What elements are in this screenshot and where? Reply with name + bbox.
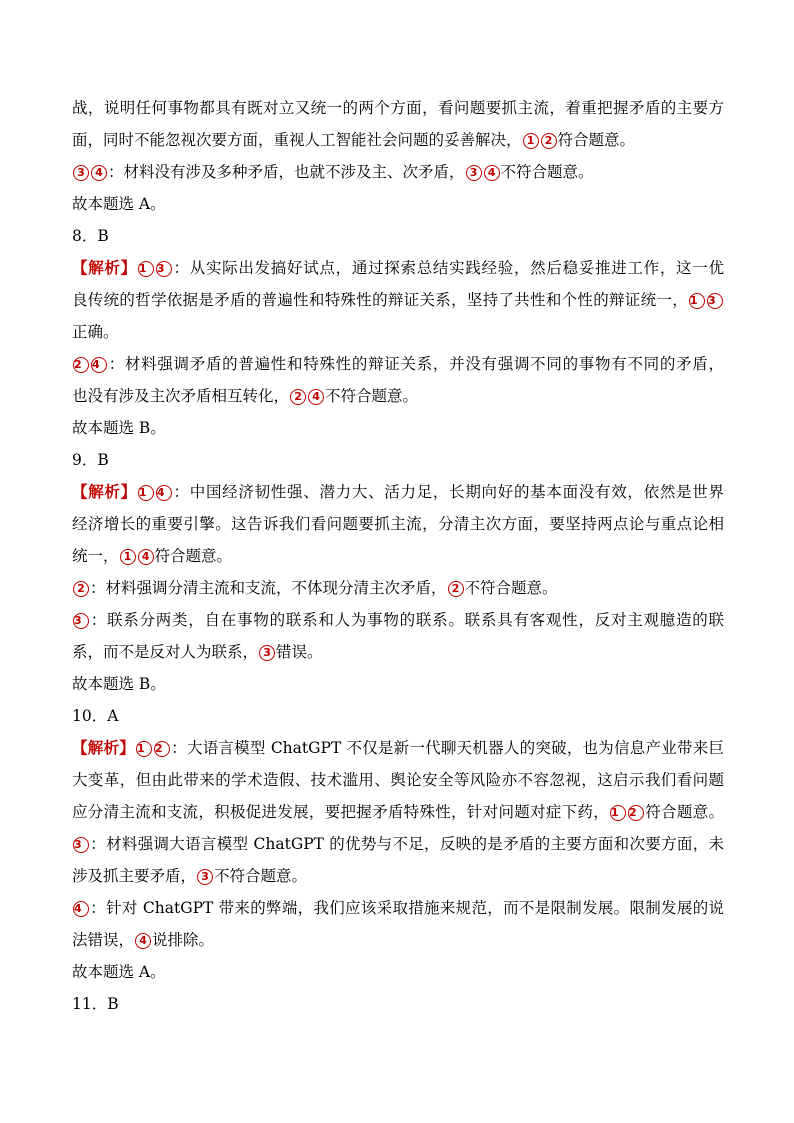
text-line (72, 636, 724, 668)
text-line (72, 476, 724, 508)
text-segment: 故本题选 A。 (72, 963, 166, 981)
text-line (72, 604, 724, 636)
text-line (72, 220, 724, 252)
circled-number: 4 (138, 549, 154, 565)
text-segment: 良传统的哲学依据是矛盾的普遍性和特殊性的辩证关系，坚持了共性和个性的辩证统一， (72, 291, 688, 309)
text-segment: 不符合题意。 (214, 867, 308, 885)
circled-number: 1 (138, 261, 154, 277)
text-segment: ：联系分两类，自在事物的联系和人为事物的联系。联系具有客观性，反对主观臆造的联 (90, 611, 724, 629)
circled-number: 4 (484, 165, 500, 181)
circled-number: 2 (448, 581, 464, 597)
document-body (72, 92, 724, 1020)
circled-number: 4 (135, 933, 151, 949)
text-line (72, 732, 724, 764)
text-line (72, 764, 724, 796)
text-line (72, 316, 724, 348)
text-segment: 不符合题意。 (464, 579, 558, 597)
text-segment: 11．B (72, 995, 119, 1013)
text-line (72, 348, 724, 380)
text-line (72, 956, 724, 988)
circled-number: 2 (73, 357, 89, 373)
circled-number: 4 (91, 357, 107, 373)
circled-number: 4 (156, 485, 172, 501)
circled-number: 3 (259, 645, 275, 661)
text-segment: 也没有涉及主次矛盾相互转化， (72, 387, 290, 405)
circled-number: 2 (73, 581, 89, 597)
text-segment: ：材料强调矛盾的普遍性和特殊性的辩证关系，并没有强调不同的事物有不同的矛盾， (108, 355, 724, 373)
text-segment: ：材料强调分清主流和支流，不体现分清主次矛盾， (90, 579, 447, 597)
text-segment: 正确。 (72, 323, 119, 341)
text-segment: 面，同时不能忽视次要方面，重视人工智能社会问题的妥善解决， (72, 131, 522, 149)
text-segment: 符合题意。 (557, 131, 636, 149)
text-segment: 大变革，但由此带来的学术造假、技术滥用、舆论安全等风险亦不容忽视，这启示我们看问题 (72, 771, 724, 789)
text-line (72, 380, 724, 412)
circled-number: 3 (73, 165, 89, 181)
circled-number: 4 (91, 165, 107, 181)
text-line (72, 444, 724, 476)
text-line (72, 412, 724, 444)
text-segment: 10．A (72, 707, 119, 725)
circled-number: 2 (628, 805, 644, 821)
text-segment: 涉及抓主要矛盾， (72, 867, 197, 885)
text-line (72, 124, 724, 156)
text-segment: 说排除。 (152, 931, 215, 949)
circled-number: 1 (523, 133, 539, 149)
circled-number: 3 (707, 293, 723, 309)
text-line (72, 924, 724, 956)
text-line (72, 892, 724, 924)
text-segment: ：从实际出发搞好试点，通过探索总结实践经验，然后稳妥推进工作，这一优 (172, 259, 724, 277)
circled-number: 1 (136, 741, 152, 757)
text-segment: 统一， (72, 547, 119, 565)
text-line (72, 700, 724, 732)
text-segment: ：中国经济韧性强、潜力大、活力足，长期向好的基本面没有效，依然是世界 (172, 483, 724, 501)
analysis-label: 【解析】 (72, 258, 137, 277)
text-segment: 符合题意。 (645, 803, 724, 821)
text-segment: 错误。 (276, 643, 323, 661)
circled-number: 3 (197, 869, 213, 885)
analysis-label: 【解析】 (72, 738, 135, 757)
text-segment: 故本题选 B。 (72, 675, 166, 693)
text-segment: 9．B (72, 451, 109, 469)
circled-number: 3 (73, 837, 89, 853)
circled-number: 4 (308, 389, 324, 405)
text-segment: 故本题选 B。 (72, 419, 166, 437)
text-line (72, 988, 724, 1020)
text-segment: 系，而不是反对人为联系， (72, 643, 259, 661)
text-segment: ：针对 ChatGPT 带来的弊端，我们应该采取措施来规范，而不是限制发展。限制发展的说 (90, 899, 724, 917)
text-line (72, 252, 724, 284)
text-line (72, 284, 724, 316)
text-segment: 符合题意。 (154, 547, 233, 565)
text-segment: 不符合题意。 (500, 163, 594, 181)
text-segment: 故本题选 A。 (72, 195, 166, 213)
text-line (72, 508, 724, 540)
circled-number: 4 (73, 901, 89, 917)
text-segment: 8．B (72, 227, 109, 245)
circled-number: 3 (156, 261, 172, 277)
text-line (72, 156, 724, 188)
text-line (72, 540, 724, 572)
circled-number: 3 (73, 613, 89, 629)
text-line (72, 668, 724, 700)
text-line (72, 92, 724, 124)
text-line (72, 572, 724, 604)
circled-number: 1 (610, 805, 626, 821)
circled-number: 2 (154, 741, 170, 757)
text-line (72, 828, 724, 860)
circled-number: 3 (466, 165, 482, 181)
text-line (72, 796, 724, 828)
analysis-label: 【解析】 (72, 482, 137, 501)
circled-number: 2 (541, 133, 557, 149)
text-segment: 不符合题意。 (325, 387, 419, 405)
circled-number: 1 (689, 293, 705, 309)
text-segment: 法错误， (72, 931, 135, 949)
text-segment: 应分清主流和支流，积极促进发展，要把握矛盾特殊性，针对问题对症下药， (72, 803, 610, 821)
circled-number: 2 (290, 389, 306, 405)
text-segment: 战，说明任何事物都具有既对立又统一的两个方面，看问题要抓主流，着重把握矛盾的主要方 (72, 99, 724, 117)
circled-number: 1 (120, 549, 136, 565)
text-segment: ：大语言模型 ChatGPT 不仅是新一代聊天机器人的突破，也为信息产业带来巨 (170, 739, 724, 757)
text-segment: ：材料强调大语言模型 ChatGPT 的优势与不足，反映的是矛盾的主要方面和次要方面，未 (90, 835, 724, 853)
circled-number: 1 (138, 485, 154, 501)
text-segment: 经济增长的重要引擎。这告诉我们看问题要抓主流，分清主次方面，要坚持两点论与重点论相 (72, 515, 724, 533)
text-segment: ：材料没有涉及多种矛盾，也就不涉及主、次矛盾， (108, 163, 465, 181)
text-line (72, 860, 724, 892)
text-line (72, 188, 724, 220)
